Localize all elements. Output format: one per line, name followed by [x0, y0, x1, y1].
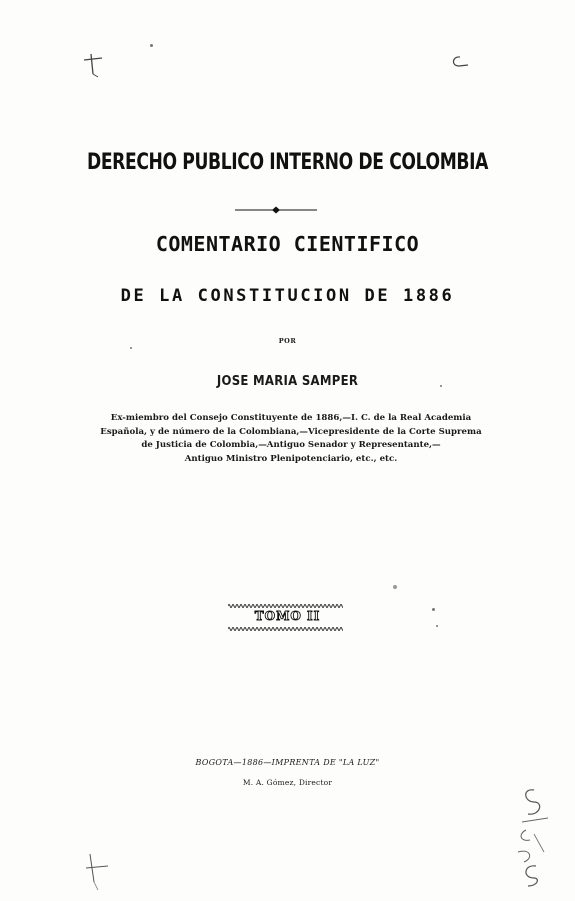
- volume-label: TOMO II: [254, 609, 321, 623]
- imprint-line: BOGOTA—1886—IMPRENTA DE "LA LUZ": [195, 758, 380, 767]
- handwritten-mark-icon: [84, 850, 112, 894]
- printer-director: M. A. Gómez, Director: [242, 778, 333, 787]
- paper-speck: [436, 625, 438, 627]
- handwritten-mark-icon: [82, 52, 104, 78]
- book-subtitle-2: DE LA CONSTITUCION DE 1886: [120, 286, 455, 306]
- handwritten-signature-icon: [500, 782, 556, 894]
- paper-speck: [130, 347, 132, 349]
- credentials-line-1: Ex-miembro del Consejo Constituyente de 1886,—I. C. de la Real Academia: [110, 413, 472, 423]
- paper-speck: [393, 585, 397, 589]
- credentials-line-3: de Justicia de Colombia,—Antiguo Senador y Representante,—: [141, 440, 441, 450]
- credentials-line-2: Española, y de número de la Colombiana,—Vicepresidente de la Corte Suprema: [100, 426, 482, 437]
- marginal-note-c: [448, 54, 470, 70]
- author-credentials: [36, 412, 546, 466]
- wavy-rule-icon: [228, 625, 343, 633]
- paper-speck: [150, 44, 153, 47]
- credentials-line-4: Antiguo Ministro Plenipotenciario, etc., etc.: [184, 453, 398, 464]
- book-title: DERECHO PUBLICO INTERNO DE COLOMBIA: [86, 150, 488, 175]
- author-name: JOSE MARIA SAMPER: [216, 374, 359, 389]
- ornament-rule-icon: [235, 205, 317, 215]
- handwritten-c-icon: [448, 54, 470, 70]
- byline-por: POR: [278, 337, 297, 345]
- book-subtitle: COMENTARIO CIENTIFICO: [155, 232, 420, 256]
